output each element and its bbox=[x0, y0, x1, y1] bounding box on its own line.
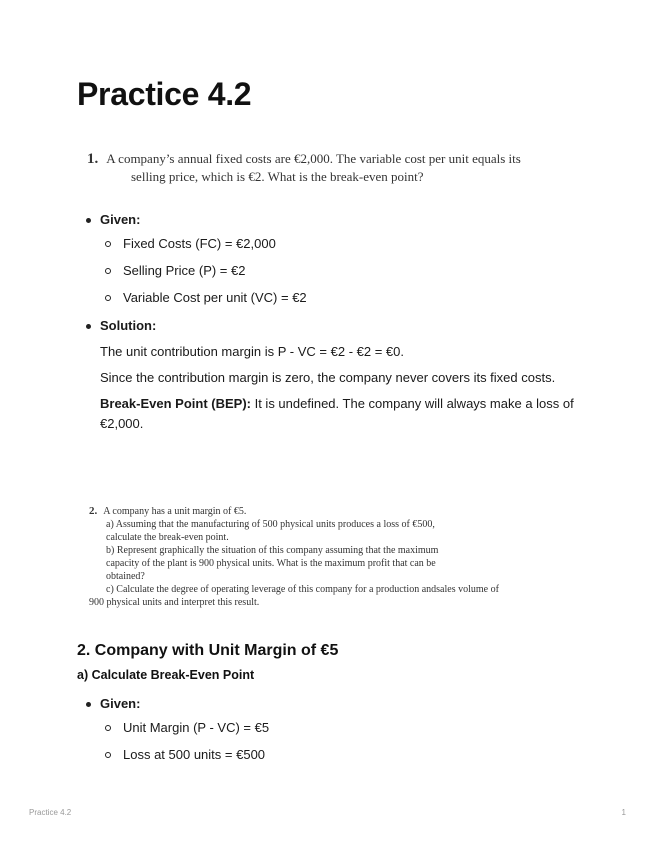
given-item bbox=[100, 212, 580, 316]
question-2-line: a) Assuming that the manufacturing of 500 physical units produces a loss of €500, bbox=[106, 519, 435, 530]
given-loss: Loss at 500 units = €500 bbox=[100, 746, 269, 773]
bep-label: Break-Even Point (BEP): bbox=[100, 396, 251, 411]
question-2-line: b) Represent graphically the situation of this company assuming that the maximum bbox=[106, 545, 439, 556]
question-1-image bbox=[87, 150, 567, 185]
given-label: Given: bbox=[100, 696, 141, 711]
question-2-line: capacity of the plant is 900 physical units. What is the maximum profit that can be bbox=[106, 558, 436, 569]
question-2-image bbox=[89, 505, 569, 609]
given-fixed-costs: Fixed Costs (FC) = €2,000 bbox=[100, 235, 580, 262]
given-item bbox=[100, 696, 269, 773]
given-variable-cost: Variable Cost per unit (VC) = €2 bbox=[100, 289, 580, 316]
section-title: 2. Company with Unit Margin of €5 bbox=[77, 642, 339, 659]
question-2-number: 2. bbox=[89, 505, 98, 517]
question-2-line: 900 physical units and interpret this result. bbox=[89, 597, 260, 608]
question-2-line: calculate the break-even point. bbox=[106, 532, 229, 543]
given-sublist bbox=[100, 719, 269, 773]
solution-item bbox=[100, 318, 580, 434]
subsection-title: a) Calculate Break-Even Point bbox=[77, 668, 255, 682]
given-unit-margin: Unit Margin (P - VC) = €5 bbox=[100, 719, 269, 746]
page-title: Practice 4.2 bbox=[77, 76, 252, 112]
solution-para-1: The unit contribution margin is P - VC = €2 - €2 = €0. bbox=[100, 344, 404, 359]
question-1-text-2: selling price, which is €2. What is the break-even point? bbox=[131, 169, 424, 184]
given-selling-price: Selling Price (P) = €2 bbox=[100, 262, 580, 289]
question-2-intro: A company has a unit margin of €5. bbox=[103, 506, 247, 517]
question-1-text-1: A company’s annual fixed costs are €2,000. The variable cost per unit equals its bbox=[106, 151, 521, 166]
given-list-1 bbox=[100, 212, 580, 434]
question-2-line: obtained? bbox=[106, 571, 145, 582]
given-label: Given: bbox=[100, 212, 141, 227]
question-2-line: c) Calculate the degree of operating leverage of this company for a production andsales volume of bbox=[106, 584, 499, 595]
bep-text: It is undefined. The company will always make a loss of €2,000. bbox=[100, 396, 574, 431]
solution-para-2: Since the contribution margin is zero, the company never covers its fixed costs. bbox=[100, 370, 556, 385]
page-number: 1 bbox=[621, 808, 626, 817]
given-list-2 bbox=[100, 696, 269, 773]
given-sublist bbox=[100, 235, 580, 316]
solution-bep bbox=[100, 394, 580, 434]
question-1-line-1 bbox=[87, 150, 567, 168]
solution-label: Solution: bbox=[100, 318, 157, 333]
footer-title: Practice 4.2 bbox=[29, 808, 72, 817]
question-1-number: 1. bbox=[87, 151, 99, 167]
question-2-intro-line bbox=[89, 505, 569, 518]
